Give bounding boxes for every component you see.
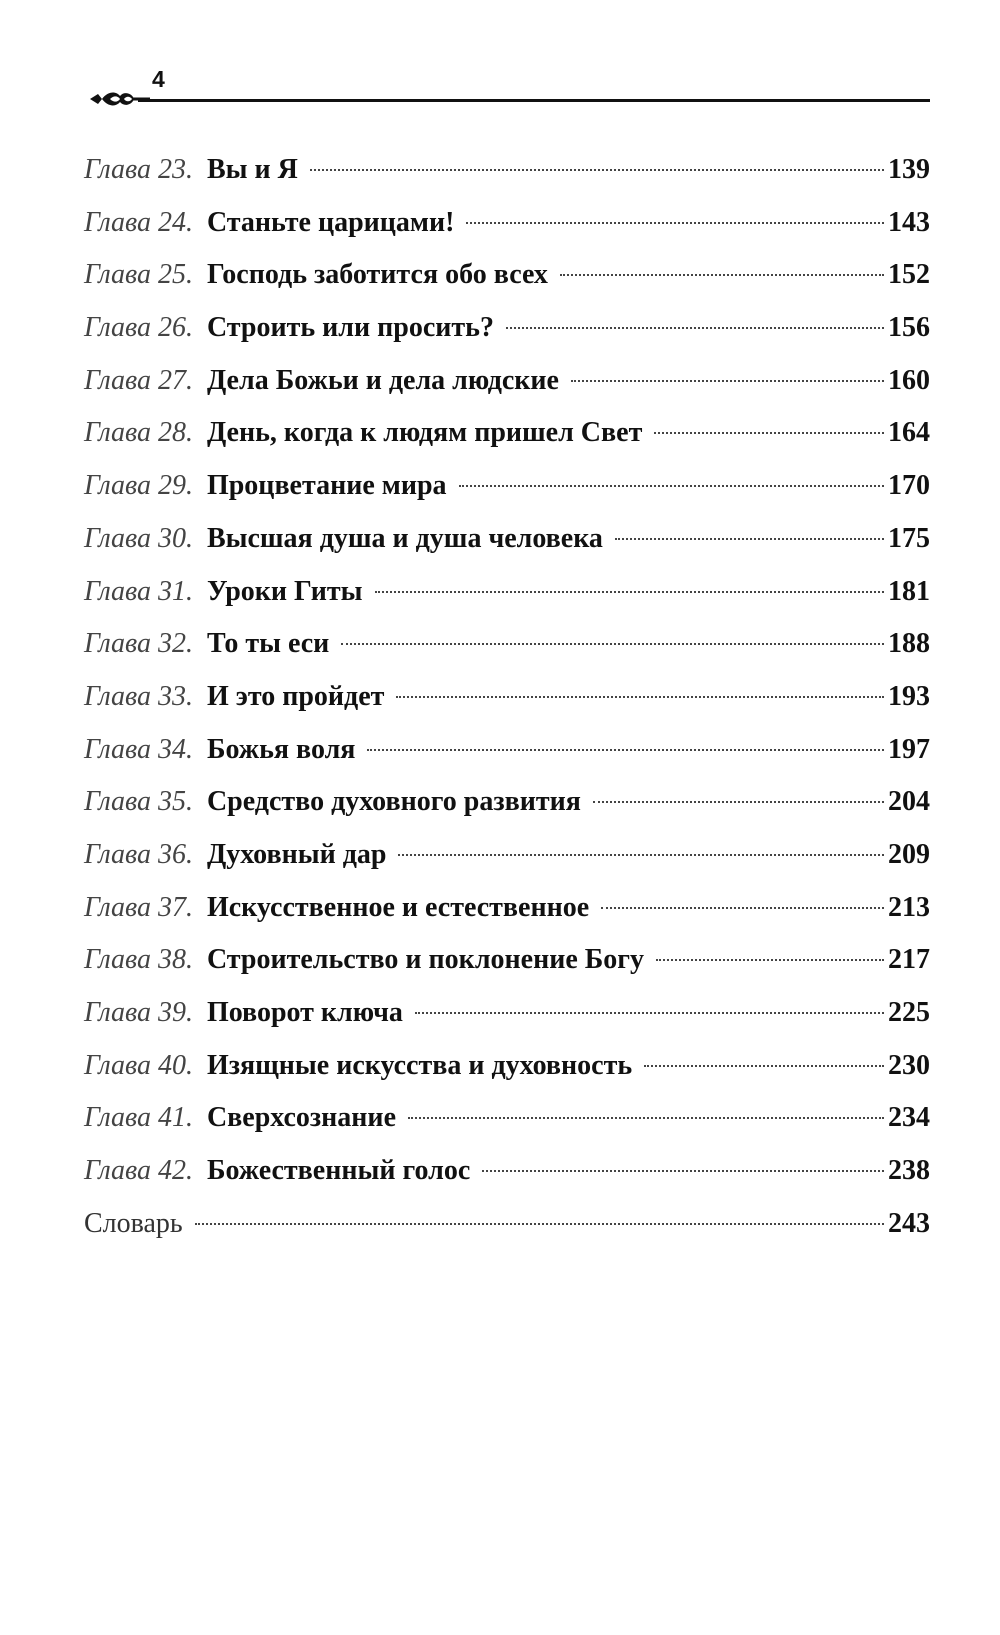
chapter-title: День, когда к людям пришел Свет bbox=[206, 417, 643, 449]
page-reference: 234 bbox=[888, 1102, 930, 1134]
chapter-title: И это пройдет bbox=[206, 680, 385, 712]
page-reference: 238 bbox=[888, 1155, 930, 1187]
chapter-title: Процветание мира bbox=[206, 470, 447, 502]
toc-entry-glossary bbox=[84, 1198, 930, 1251]
chapter-label: Глава 27. bbox=[84, 364, 193, 396]
dot-leader bbox=[571, 380, 884, 382]
page-reference: 143 bbox=[888, 206, 930, 238]
chapter-title: Божественный голос bbox=[206, 1155, 471, 1187]
dot-leader bbox=[593, 801, 884, 803]
toc-entry bbox=[84, 1040, 930, 1093]
toc-entry bbox=[84, 618, 930, 671]
dot-leader bbox=[601, 907, 884, 909]
page-reference: 204 bbox=[888, 786, 930, 818]
chapter-title: Строить или просить? bbox=[206, 312, 494, 344]
toc-entry bbox=[84, 724, 930, 777]
toc-entry bbox=[84, 355, 930, 408]
chapter-title: Искусственное и естественное bbox=[206, 891, 590, 923]
page-reference: 160 bbox=[888, 364, 930, 396]
dot-leader bbox=[341, 643, 884, 645]
toc-entry bbox=[84, 513, 930, 566]
chapter-title: Уроки Гиты bbox=[206, 575, 363, 607]
dot-leader bbox=[644, 1065, 884, 1067]
dot-leader bbox=[415, 1012, 884, 1014]
chapter-label: Глава 34. bbox=[84, 733, 193, 765]
chapter-title: Станьте царицами! bbox=[206, 206, 455, 238]
page-reference: 230 bbox=[888, 1049, 930, 1081]
page-reference: 243 bbox=[888, 1207, 930, 1239]
dot-leader bbox=[367, 749, 884, 751]
toc-entry bbox=[84, 1092, 930, 1145]
header-rule bbox=[138, 99, 930, 102]
chapter-label: Глава 37. bbox=[84, 891, 193, 923]
chapter-title: Господь заботится обо всех bbox=[206, 259, 548, 291]
page-number: 4 bbox=[152, 66, 165, 92]
chapter-title: Вы и Я bbox=[206, 154, 298, 185]
chapter-title: Духовный дар bbox=[206, 838, 387, 870]
page-reference: 139 bbox=[888, 154, 930, 185]
chapter-label: Глава 32. bbox=[84, 628, 193, 660]
toc-entry bbox=[84, 934, 930, 987]
chapter-title: Сверхсознание bbox=[206, 1102, 396, 1134]
page-reference: 225 bbox=[888, 997, 930, 1028]
page-reference: 164 bbox=[888, 417, 930, 449]
dot-leader bbox=[396, 696, 884, 698]
page-reference: 213 bbox=[888, 891, 930, 923]
page-reference: 156 bbox=[888, 312, 930, 344]
chapter-title: Средство духовного развития bbox=[206, 786, 581, 818]
page-reference: 209 bbox=[888, 838, 930, 870]
page-header bbox=[88, 66, 930, 116]
toc-entry bbox=[84, 144, 930, 197]
toc-entry bbox=[84, 987, 930, 1040]
page-reference: 197 bbox=[888, 733, 930, 765]
page-reference: 170 bbox=[888, 470, 930, 502]
toc-entry bbox=[84, 1145, 930, 1198]
chapter-label: Глава 38. bbox=[84, 944, 193, 976]
page-reference: 181 bbox=[888, 575, 930, 607]
page-reference: 175 bbox=[888, 522, 930, 554]
toc-entry bbox=[84, 671, 930, 724]
chapter-label: Глава 31. bbox=[84, 575, 193, 607]
chapter-title: Дела Божьи и дела людские bbox=[206, 364, 559, 396]
chapter-title: Изящные искусства и духовность bbox=[206, 1049, 633, 1081]
toc-entry bbox=[84, 460, 930, 513]
dot-leader bbox=[615, 538, 884, 540]
toc-entry bbox=[84, 302, 930, 355]
dot-leader bbox=[654, 432, 884, 434]
page-reference: 188 bbox=[888, 628, 930, 660]
page-reference: 193 bbox=[888, 680, 930, 712]
toc-entry bbox=[84, 249, 930, 302]
dot-leader bbox=[398, 854, 884, 856]
chapter-label: Глава 41. bbox=[84, 1102, 193, 1134]
chapter-title: То ты еси bbox=[206, 628, 330, 660]
chapter-title: Божья воля bbox=[206, 733, 356, 765]
toc-entry bbox=[84, 882, 930, 935]
page-reference: 152 bbox=[888, 259, 930, 291]
toc-entry bbox=[84, 407, 930, 460]
dot-leader bbox=[560, 274, 884, 276]
dot-leader bbox=[459, 485, 884, 487]
dot-leader bbox=[506, 327, 884, 329]
chapter-label: Глава 26. bbox=[84, 312, 193, 344]
chapter-label: Глава 25. bbox=[84, 259, 193, 291]
toc-entry bbox=[84, 829, 930, 882]
dot-leader bbox=[310, 169, 884, 171]
toc-entry bbox=[84, 566, 930, 619]
chapter-label: Глава 35. bbox=[84, 786, 193, 818]
chapter-title: Поворот ключа bbox=[206, 997, 403, 1028]
toc-entry bbox=[84, 197, 930, 250]
glossary-title: Словарь bbox=[84, 1207, 183, 1239]
page-reference: 217 bbox=[888, 944, 930, 976]
chapter-label: Глава 40. bbox=[84, 1049, 193, 1081]
dot-leader bbox=[482, 1170, 884, 1172]
toc-entry bbox=[84, 776, 930, 829]
table-of-contents bbox=[84, 144, 930, 1250]
chapter-title: Высшая душа и душа человека bbox=[206, 522, 603, 554]
dot-leader bbox=[466, 222, 884, 224]
dot-leader bbox=[195, 1223, 884, 1225]
dot-leader bbox=[408, 1117, 884, 1119]
chapter-label: Глава 42. bbox=[84, 1155, 193, 1187]
chapter-label: Глава 23. bbox=[84, 154, 193, 185]
chapter-label: Глава 28. bbox=[84, 417, 193, 449]
chapter-label: Глава 36. bbox=[84, 838, 193, 870]
chapter-label: Глава 39. bbox=[84, 997, 193, 1028]
dot-leader bbox=[375, 591, 884, 593]
chapter-label: Глава 30. bbox=[84, 522, 193, 554]
chapter-label: Глава 29. bbox=[84, 470, 193, 502]
chapter-label: Глава 24. bbox=[84, 206, 193, 238]
dot-leader bbox=[656, 959, 884, 961]
chapter-title: Строительство и поклонение Богу bbox=[206, 944, 645, 976]
chapter-label: Глава 33. bbox=[84, 680, 193, 712]
